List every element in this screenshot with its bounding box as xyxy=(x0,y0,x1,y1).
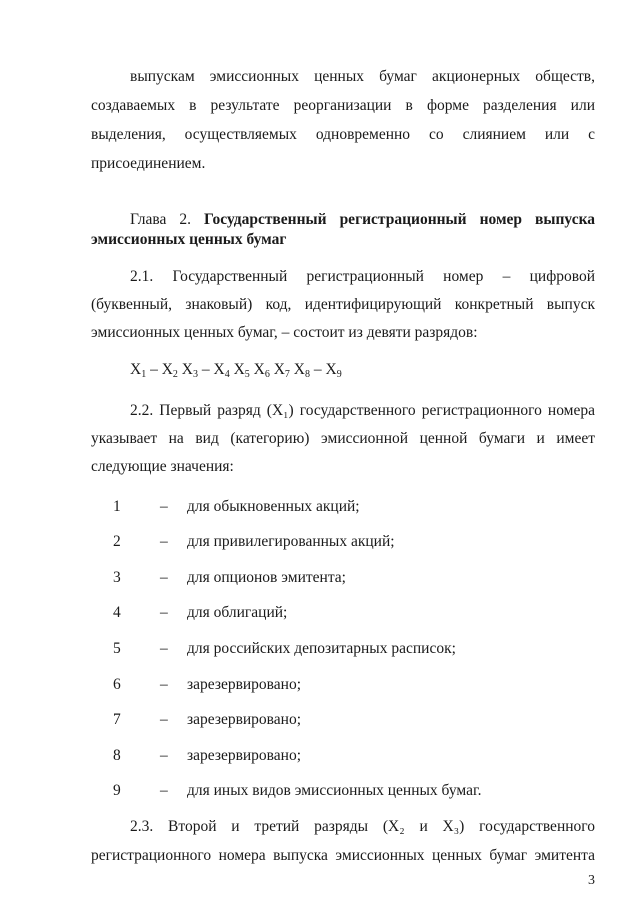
list-item-text: для иных видов эмиссионных ценных бумаг. xyxy=(187,782,482,799)
list-item-number: 2 xyxy=(113,533,121,550)
list-item xyxy=(0,603,640,623)
list-item xyxy=(0,781,640,801)
formula-subscript: 9 xyxy=(336,369,342,380)
formula-digit-4 xyxy=(213,361,233,378)
p22-line-1: 2.2. Первый разряд (X₁) государственного регистрационного номера xyxy=(130,402,595,419)
list-item xyxy=(0,568,640,588)
list-item-dash: – xyxy=(160,533,168,550)
page-number: 3 xyxy=(588,873,595,888)
formula-letter: X xyxy=(181,361,193,378)
list-item xyxy=(0,746,640,766)
chapter-title-line-2: эмиссионных ценных бумаг xyxy=(91,231,287,248)
intro-line-3: выделения, осуществляемых одновременно со слиянием или с xyxy=(91,126,595,143)
formula-digit-2 xyxy=(162,361,182,378)
list-item-number: 4 xyxy=(113,604,121,621)
formula-subscript: 4 xyxy=(224,369,230,380)
list-item-dash: – xyxy=(160,498,168,515)
formula-subscript: 6 xyxy=(264,369,270,380)
formula-digit-5 xyxy=(234,361,254,378)
formula-separator: – xyxy=(146,361,162,378)
p22-line-3: следующие значения: xyxy=(91,458,234,475)
formula-subscript: 1 xyxy=(141,369,147,380)
list-item-dash: – xyxy=(160,711,168,728)
formula-letter: X xyxy=(293,361,305,378)
chapter-prefix: Глава 2. xyxy=(130,211,192,228)
list-item-number: 3 xyxy=(113,569,121,586)
formula-digit-1 xyxy=(130,361,162,378)
formula-letter: X xyxy=(161,361,173,378)
p21-line-3: эмиссионных ценных бумаг, – состоит из девяти разрядов: xyxy=(91,324,478,341)
formula-subscript: 5 xyxy=(244,369,250,380)
list-item-number: 1 xyxy=(113,498,121,515)
list-item-number: 8 xyxy=(113,747,121,764)
formula-subscript: 8 xyxy=(305,369,310,380)
p23-line-2: регистрационного номера выпуска эмиссионных ценных бумаг эмитента xyxy=(91,847,595,864)
list-item xyxy=(0,675,640,695)
list-item-text: зарезервировано; xyxy=(187,676,302,693)
formula-digit-8 xyxy=(294,361,326,378)
formula-letter: X xyxy=(233,361,245,378)
formula-digit-6 xyxy=(254,361,274,378)
list-item-dash: – xyxy=(160,676,168,693)
list-item-dash: – xyxy=(160,604,168,621)
p21-line-1: 2.1. Государственный регистрационный номер – цифровой xyxy=(130,268,595,285)
list-item xyxy=(0,497,640,517)
list-item-text: для российских депозитарных расписок; xyxy=(187,640,456,657)
list-item-dash: – xyxy=(160,569,168,586)
intro-line-1: выпускам эмиссионных ценных бумаг акционерных обществ, xyxy=(130,68,595,85)
intro-line-2: создаваемых в результате реорганизации в форме разделения или xyxy=(91,97,595,114)
formula-separator: – xyxy=(310,361,326,378)
intro-line-4: присоединением. xyxy=(91,155,206,172)
formula-letter: X xyxy=(130,361,142,378)
chapter-title-line-1: Государственный регистрационный номер выпуска xyxy=(204,211,596,228)
list-item xyxy=(0,710,640,730)
formula-subscript: 2 xyxy=(172,369,178,380)
list-item-dash: – xyxy=(160,782,168,799)
registration-number-formula xyxy=(130,360,342,385)
chapter-heading-line-1 xyxy=(130,210,595,230)
p22-line-2: указывает на вид (категорию) эмиссионной ценной бумаги и имеет xyxy=(91,430,595,447)
p21-line-2: (буквенный, знаковый) код, идентифицирующий конкретный выпуск xyxy=(91,296,595,313)
formula-digit-3 xyxy=(182,361,214,378)
list-item-text: для обыкновенных акций; xyxy=(187,498,360,515)
list-item-text: для привилегированных акций; xyxy=(187,533,395,550)
formula-letter: X xyxy=(273,361,285,378)
formula-letter: X xyxy=(253,361,265,378)
list-item-number: 9 xyxy=(113,782,121,799)
formula-digit-7 xyxy=(274,361,294,378)
formula-letter: X xyxy=(325,361,337,378)
formula-subscript: 7 xyxy=(284,369,290,380)
list-item-dash: – xyxy=(160,747,168,764)
formula-separator: – xyxy=(197,361,214,378)
formula-letter: X xyxy=(213,361,225,378)
p23-line-1: 2.3. Второй и третий разряды (X₂ и X₃) государственного xyxy=(130,818,595,835)
list-item-text: для опционов эмитента; xyxy=(187,569,346,586)
list-item-number: 7 xyxy=(113,711,121,728)
list-item xyxy=(0,639,640,659)
list-item-text: для облигаций; xyxy=(187,604,288,621)
list-item-text: зарезервировано; xyxy=(187,747,302,764)
list-item-dash: – xyxy=(160,640,168,657)
list-item-number: 5 xyxy=(113,640,121,657)
formula-subscript: 3 xyxy=(192,369,198,380)
list-item xyxy=(0,532,640,552)
list-item-number: 6 xyxy=(113,676,121,693)
list-item-text: зарезервировано; xyxy=(187,711,302,728)
formula-digit-9 xyxy=(326,361,342,378)
